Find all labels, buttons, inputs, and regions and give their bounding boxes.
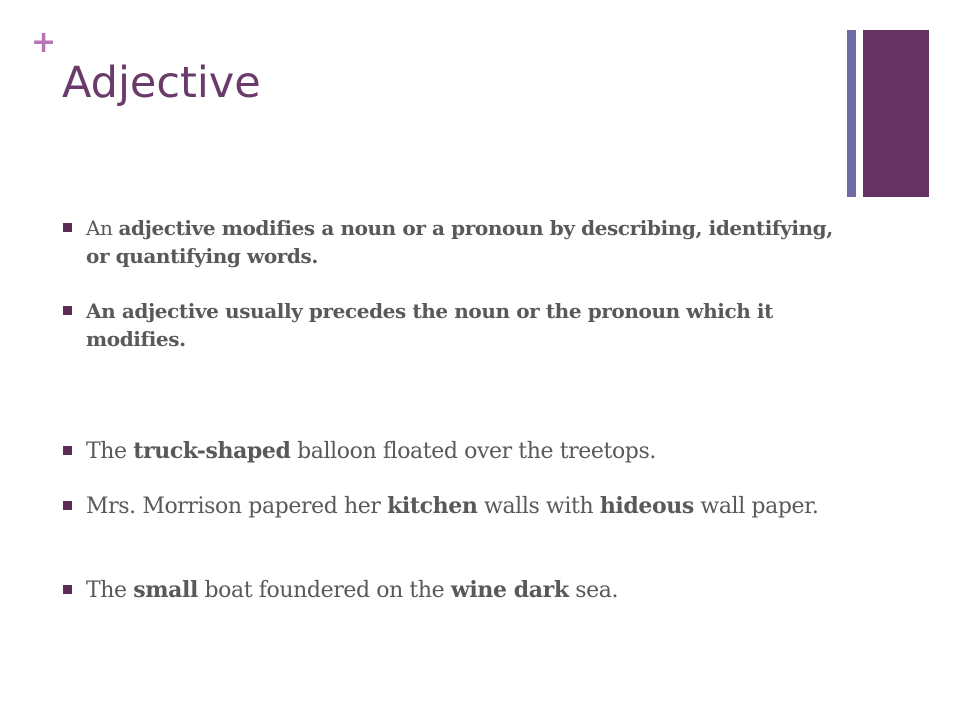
- bold-text-segment: small: [133, 577, 198, 603]
- bold-text-segment: wine dark: [450, 577, 569, 603]
- bullet-item: [86, 492, 838, 521]
- text-segment: wall paper.: [693, 494, 819, 519]
- slide-title: Adjective: [62, 58, 261, 108]
- text-segment: boat foundered on the: [197, 578, 451, 603]
- bullet-square-icon: [63, 223, 72, 232]
- text-segment: An: [86, 216, 119, 240]
- bullet-text: [86, 439, 656, 464]
- bold-text-segment: truck-shaped: [133, 438, 291, 464]
- bold-text-segment: adjective modifies a noun or a pronoun by describing, identifying, or quantifying words.: [86, 216, 833, 268]
- bullet-square-icon: [63, 585, 72, 594]
- bold-text-segment: kitchen: [387, 493, 478, 519]
- text-segment: Mrs. Morrison papered her: [86, 494, 388, 519]
- bullet-text: [86, 216, 833, 268]
- bullet-text: [86, 299, 773, 351]
- text-segment: The: [86, 578, 134, 603]
- text-segment: walls with: [477, 494, 600, 519]
- bold-text-segment: hideous: [599, 493, 694, 519]
- bullet-text: [86, 494, 818, 519]
- bullet-item: [86, 297, 838, 353]
- bullet-item: [86, 214, 838, 270]
- bullet-text: [86, 578, 618, 603]
- bullet-square-icon: [63, 501, 72, 510]
- bold-text-segment: An adjective usually precedes the noun or the pronoun which it modifies.: [86, 299, 773, 351]
- text-segment: balloon floated over the treetops.: [290, 439, 656, 464]
- text-segment: The: [86, 439, 134, 464]
- decorative-bar-thin: [847, 30, 856, 197]
- bullet-square-icon: [63, 306, 72, 315]
- decorative-bar-wide: [863, 30, 929, 197]
- bullet-item: [86, 437, 838, 466]
- plus-sign: +: [31, 25, 57, 60]
- bullet-square-icon: [63, 446, 72, 455]
- text-segment: sea.: [568, 578, 619, 603]
- bullet-item: [86, 576, 838, 605]
